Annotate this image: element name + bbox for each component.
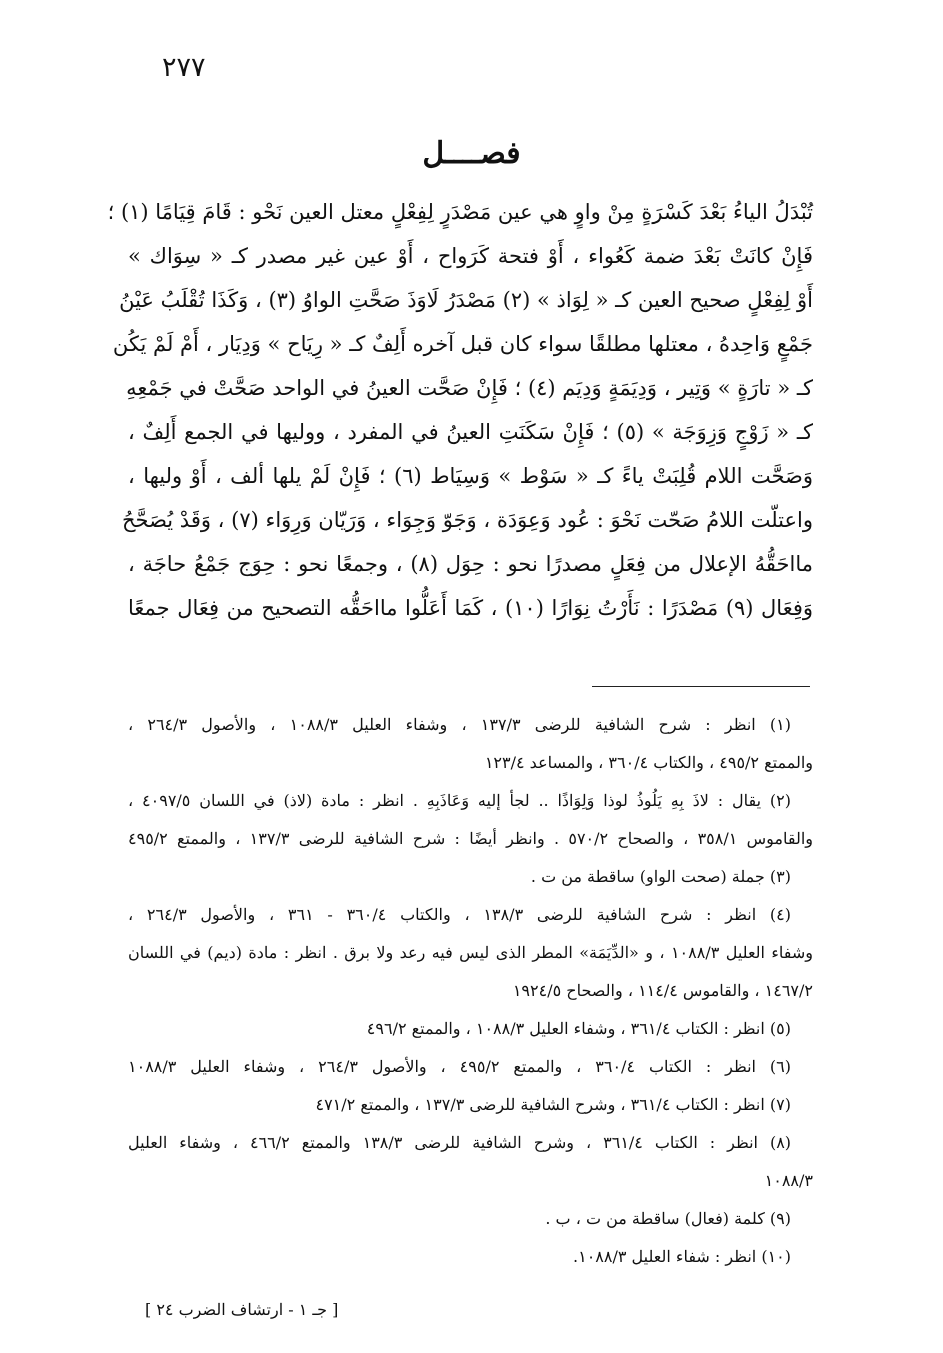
- page-number: ٢٧٧: [162, 52, 206, 83]
- footnote-line: (٨) انظر : الكتاب ٣٦١/٤ ، وشرح الشافية للرضى ١٣٨/٣ والممتع ٤٦٦/٢ ، وشفاء العليل: [128, 1133, 792, 1152]
- footnote-line: (١) انظر : شرح الشافية للرضى ١٣٧/٣ ، وشفاء العليل ١٠٨٨/٣ ، والأصول ٢٦٤/٣ ،: [128, 715, 792, 734]
- body-line: واعتلّت اللامُ صَحّت نَحْوَ : عُود وَعِوَدَة ، وَجَوّ وَجِوَاء ، وَرَيّان وَرِوَاء (٧) ، وَقَدْ يُصَحَّحُ: [121, 508, 813, 532]
- footnote-line: والممتع ٤٩٥/٢ ، والكتاب ٣٦٠/٤ ، والمساعد ١٢٣/٤: [484, 753, 813, 772]
- footnote-line: (١٠) انظر : شفاء العليل ١٠٨٨/٣.: [573, 1247, 791, 1266]
- body-line: فَإِنْ كانَتْ بَعْدَ ضمة كَعُواء ، أَوْ فتحة كَرَواح ، أَوْ عين غير مصدر كـ « سِوَاك »: [128, 244, 813, 268]
- footnote-line: وشفاء العليل ١٠٨٨/٣ ، و «الدِّيَمَة» المطر الذى ليس فيه رعد ولا برق . انظر : مادة (ديم) في اللسان: [128, 943, 814, 962]
- footnote-line: والقاموس ٣٥٨/١ ، والصحاح ٥٧٠/٢ . وانظر أيضًا : شرح الشافية للرضى ١٣٧/٣ ، والممتع ٤٩٥/٢: [128, 829, 814, 848]
- footnote-line: ١٠٨٨/٣: [764, 1171, 813, 1190]
- footnotes: [128, 706, 813, 1276]
- footnote-line: (٧) انظر : الكتاب ٣٦١/٤ ، وشرح الشافية للرضى ١٣٧/٣ ، والممتع ٤٧١/٢: [315, 1095, 791, 1114]
- body-line: كـ « تارَةٍ » وَتِير ، وَدِيَمَةٍ وَدِيَم (٤) ؛ فَإِنْ صَحَّت العينُ في الواحد صَحَّتْ في جَمْعِهِ: [126, 376, 813, 400]
- body-line: أَوْ لِفِعْلٍ صحيح العين كـ « لِوَاذ » (٢) مَصْدَرُ لَاوَذَ صَحَّتِ الواوُ (٣) ، وَكَذَا تُقْلَبُ عَيْنُ: [119, 288, 813, 312]
- body-line: وَفِعَال (٩) مَصْدَرًا : نَأَرْتُ نِوَارًا (١٠) ، كَمَا أَعَلُّوا مااحَقُّه التصحيح من فِعَال جمعًا: [128, 596, 814, 620]
- footnote-line: (٩) كلمة (فعال) ساقطة من ت ، ب .: [545, 1209, 791, 1228]
- volume-signature: [ جـ ١ - ارتشاف الضرب ٢٤ ]: [145, 1300, 339, 1319]
- footnote-line: (٣) جملة (صحت الواو) ساقطة من ت .: [530, 867, 791, 886]
- footnote-divider: [592, 686, 810, 687]
- section-title: فصــــل: [422, 136, 521, 171]
- body-line: جَمْعٍ وَاحِدهُ ، معتلها مطلقًا سواء كان قبل آخره أَلِفٌ كـ « رِيَاح » وَدِيَار ، أَمْ لَمْ يَكُن: [112, 332, 813, 356]
- footnote-line: ١٤٦٧/٢ ، والقاموس ١١٤/٤ ، والصحاح ١٩٢٤/٥: [512, 981, 813, 1000]
- main-text: [107, 190, 814, 630]
- body-line: وَصَحَّت اللام قُلِبَتْ ياءً كـ « سَوْط » وَسِيَاط (٦) ؛ فَإِنْ لَمْ يلها ألف ، أَوْ وليها ،: [128, 464, 813, 488]
- footnote-line: (٥) انظر : الكتاب ٣٦١/٤ ، وشفاء العليل ١٠٨٨/٣ ، والممتع ٤٩٦/٢: [366, 1019, 791, 1038]
- body-line: كـ « زَوْجٍ وَزِوَجَة » (٥) ؛ فَإِنْ سَكَنَتِ العينُ في المفرد ، ووليها في الجمع أَلِفٌ ،: [128, 420, 813, 444]
- footnote-line: (٤) انظر : شرح الشافية للرضى ١٣٨/٣ ، والكتاب ٣٦٠/٤ - ٣٦١ ، والأصول ٢٦٤/٣ ،: [128, 905, 791, 924]
- footnote-line: (٦) انظر : الكتاب ٣٦٠/٤ ، والممتع ٤٩٥/٢ ، والأصول ٢٦٤/٣ ، وشفاء العليل ١٠٨٨/٣: [128, 1057, 791, 1076]
- body-line: مااحَقُّهُ الإعلال من فِعَلٍ مصدرًا نحو : حِوَل (٨) ، وجمعًا نحو : حِوَج جَمْعُ حاجَة ،: [128, 552, 814, 576]
- body-line: تُبْدَلُ الياءُ بَعْدَ كَسْرَةٍ مِنْ واوٍ هي عين مَصْدَرٍ لِفِعْلٍ معتل العين نَحْو : قَامَ قِيَامًا (١) ؛: [107, 200, 813, 224]
- footnote-line: (٢) يقال : لاذَ بِهِ يَلُوذُ لوذا وَلِوَاذًا .. لجأ إليه وَعَاذَبِهِ . انظر : مادة (لاذ) في اللسان ٤٠٩٧/٥ ،: [128, 791, 792, 810]
